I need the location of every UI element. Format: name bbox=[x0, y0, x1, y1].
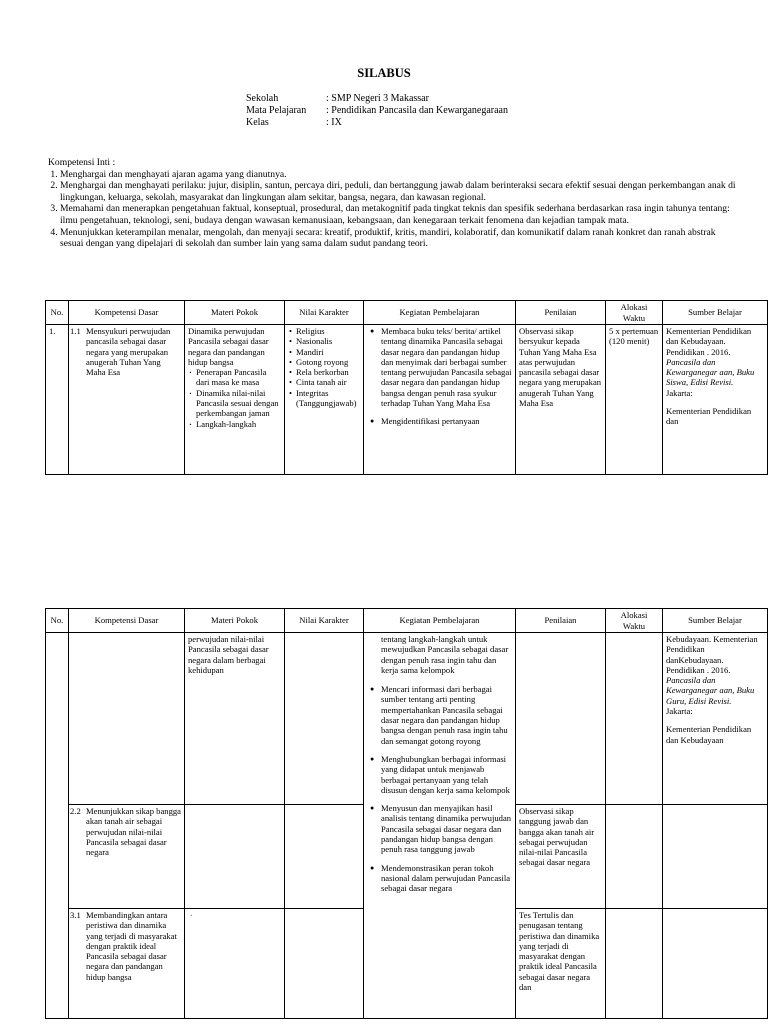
ki-item: 1. Menghargai dan menghayati ajaran agama yang dianutnya. bbox=[60, 169, 738, 181]
alokasi-cell: 5 x pertemuan (120 menit) bbox=[606, 325, 663, 475]
sumber-cell: Kebudayaan. Kementerian Pendidikan danKebudayaan. Pendidikan . 2016. Pancasila dan Kewarganegar aan, Buku Guru, Edisi Revisi. Jakarta: Kementerian Pendidikan dan Kebudayaan bbox=[663, 633, 768, 805]
kd-number: 3.1 bbox=[70, 910, 81, 920]
nilai-item: • Gotong royong bbox=[296, 357, 360, 367]
header-sumber: Sumber Belajar bbox=[663, 609, 768, 633]
kegiatan-item: ● Menyusun dan menyajikan hasil analisis tentang dinamika perwujudan Pancasila sebagai dasar negara dan pandangan hidup bangsa dengan penuh rasa tanggung jawab bbox=[381, 803, 512, 854]
kegiatan-item: ● Mencari informasi dari berbagai sumber tentang arti penting mempertahankan Pancasila sebagai dasar negara dan pandangan hidup bangsa dengan penuh rasa ingin tahu dan semangat gotong royong bbox=[381, 684, 512, 746]
table-header-row bbox=[46, 609, 768, 633]
meta-subject: Mata Pelajaran : Pendidikan Pancasila dan Kewarganegaraan bbox=[246, 105, 508, 116]
header-kompetensi-dasar: Kompetensi Dasar bbox=[69, 301, 185, 325]
table-row bbox=[46, 325, 768, 475]
nilai-item: • Mandiri bbox=[296, 347, 360, 357]
materi-cell bbox=[185, 325, 285, 475]
header-no: No. bbox=[46, 301, 69, 325]
materi-item: · Penerapan Pancasila dari masa ke masa bbox=[196, 367, 281, 388]
nilai-item: • Religius bbox=[296, 326, 360, 336]
document-title: SILABUS bbox=[357, 66, 411, 80]
kegiatan-cell bbox=[364, 325, 516, 475]
meta-school: Sekolah : SMP Negeri 3 Makassar bbox=[246, 93, 429, 104]
header-materi-pokok: Materi Pokok bbox=[185, 609, 285, 633]
sumber-cell: Kementerian Pendidikan dan Kebudayaan. Pendidikan . 2016. Pancasila dan Kewarganegar aan, Buku Siswa, Edisi Revisi. Jakarta: Kementerian Pendidikan dan bbox=[663, 325, 768, 475]
header-nilai-karakter: Nilai Karakter bbox=[285, 609, 364, 633]
header-kegiatan: Kegiatan Pembelajaran bbox=[364, 301, 516, 325]
header-alokasi: Alokasi Waktu bbox=[606, 609, 663, 633]
syllabus-table-page-1 bbox=[45, 300, 768, 475]
table-row bbox=[46, 633, 768, 805]
nilai-item: • Integritas (Tanggungjawab) bbox=[296, 388, 360, 409]
kegiatan-cell bbox=[364, 633, 516, 1019]
header-penilaian: Penilaian bbox=[516, 609, 606, 633]
kegiatan-continued: tentang langkah-langkah untuk mewujudkan Pancasila sebagai dasar dengan penuh rasa ingin tahu dan kerja sama kelompok bbox=[381, 634, 509, 675]
row-number: 1. bbox=[46, 325, 69, 475]
ki-item: 2. Menghargai dan menghayati perilaku: jujur, disiplin, santun, percaya diri, peduli, dan bertanggung jawab dalam berinteraksi secara efektif sesuai dengan perkembangan anak di lingkungan, keluarga, sekolah, masyarakat dan lingkungan alam sekitar, bangsa, negara, dan kawasan regional. bbox=[60, 180, 738, 203]
nilai-item: • Cinta tanah air bbox=[296, 377, 360, 387]
penilaian-cell: Observasi sikap bersyukur kepada Tuhan Yang Maha Esa atas perwujudan pancasila sebagai dasar negara yang merupakan anugerah Tuhan Yang Maha Esa bbox=[516, 325, 606, 475]
header-sumber: Sumber Belajar bbox=[663, 301, 768, 325]
nilai-item: • Nasionalis bbox=[296, 336, 360, 346]
header-materi-pokok: Materi Pokok bbox=[185, 301, 285, 325]
kd-number: 2.2 bbox=[70, 806, 81, 816]
header-no: No. bbox=[46, 609, 69, 633]
kd-text: Menunjukkan sikap bangga akan tanah air sebagai perwujudan nilai-nilai Pancasila sebagai dasar negara bbox=[86, 806, 181, 858]
meta-class: Kelas : IX bbox=[246, 117, 342, 128]
ki-heading: Kompetensi Inti : bbox=[48, 157, 116, 168]
header-penilaian: Penilaian bbox=[516, 301, 606, 325]
ki-item: 3. Memahami dan menerapkan pengetahuan faktual, konseptual, prosedural, dan metakognitif pada tingkat teknis dan spesifik sederhana berdasarkan rasa ingin tahunya tentang: ilmu pengetahuan, teknologi, seni, budaya dengan wawasan kemanusiaan, kebangsaan, dan kenegaraan terkait fenomena dan kejadian tampak mata. bbox=[60, 203, 738, 226]
kd-number: 1.1 bbox=[70, 326, 81, 336]
kegiatan-item: ● Membaca buku teks/ berita/ artikel tentang dinamika Pancasila sebagai dasar negara dan pandangan hidup dan menyimak dari berbagai sumber tentang perwujudan Pancasila sebagai dasar negara dan pandangan hidup bangsa dengan penuh rasa syukur terhadap Tuhan Yang Maha Esa bbox=[381, 326, 512, 408]
kd-text: Mensyukuri perwujudan pancasila sebagai dasar negara yang merupakan anugerah Tuhan Yang Maha Esa bbox=[86, 326, 171, 378]
materi-item: · Langkah-langkah bbox=[196, 419, 281, 429]
nilai-item: • Rela berkorban bbox=[296, 367, 360, 377]
document-meta bbox=[246, 93, 508, 129]
kegiatan-item: ● Menghubungkan berbagai informasi yang didapat untuk menjawab berbagai pertanyaan yang telah disusun dengan kerja sama kelompok bbox=[381, 754, 512, 795]
header-kegiatan: Kegiatan Pembelajaran bbox=[364, 609, 516, 633]
kd-text: Membandingkan antara peristiwa dan dinamika yang terjadi di masyarakat dengan praktik ideal Pancasila sebagai dasar negara dan pandangan hidup bangsa bbox=[86, 910, 177, 982]
table-header-row bbox=[46, 301, 768, 325]
header-kompetensi-dasar: Kompetensi Dasar bbox=[69, 609, 185, 633]
kd-cell bbox=[69, 805, 185, 909]
kd-cell bbox=[69, 909, 185, 1019]
nilai-cell bbox=[285, 325, 364, 475]
materi-intro: Dinamika perwujudan Pancasila sebagai dasar negara dan pandangan hidup bangsa bbox=[188, 326, 269, 367]
penilaian-cell: Observasi sikap tanggung jawab dan bangga akan tanah air sebagai perwujudan nilai-nilai Pancasila sebagai dasar negara bbox=[516, 805, 606, 909]
syllabus-table-page-2 bbox=[45, 608, 768, 1019]
materi-cell bbox=[185, 909, 285, 1019]
kegiatan-item: ● Mengidentifikasi pertanyaan bbox=[381, 416, 512, 426]
ki-item: 4. Menunjukkan keterampilan menalar, mengolah, dan menyaji secara: kreatif, produktif, kritis, mandiri, kolaboratif, dan komunikatif dalam ranah konkret dan ranah abstrak sesuai dengan yang dipelajari di sekolah dan sumber lain yang sama dalam sudut pandang teori. bbox=[60, 227, 738, 250]
kd-cell bbox=[69, 325, 185, 475]
materi-cell: perwujudan nilai-nilai Pancasila sebagai dasar negara dalam berbagai kehidupan bbox=[185, 633, 285, 805]
materi-item: · Dinamika nilai-nilai Pancasila sesuai dengan perkembangan jaman bbox=[196, 388, 281, 419]
bullet-mark-icon: · bbox=[190, 910, 193, 920]
kegiatan-item: ● Mendemonstrasikan peran tokoh nasional dalam perwujudan Pancasila sebagai dasar negara bbox=[381, 863, 512, 894]
header-nilai-karakter: Nilai Karakter bbox=[285, 301, 364, 325]
header-alokasi: Alokasi Waktu bbox=[606, 301, 663, 325]
penilaian-cell: Tes Tertulis dan penugasan tentang peristiwa dan dinamika yang terjadi di masyarakat dengan praktik ideal Pancasila sebagai dasar negara dan bbox=[516, 909, 606, 1019]
kompetensi-inti bbox=[48, 157, 738, 250]
